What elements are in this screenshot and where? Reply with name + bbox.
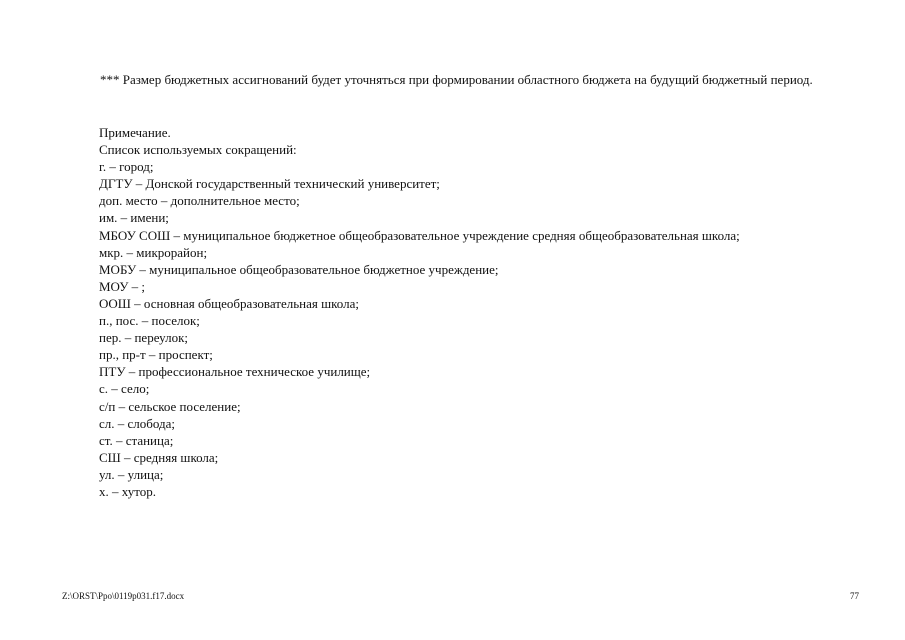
abbreviation-item: ДГТУ – Донской государственный технический университет; <box>99 176 440 192</box>
abbreviation-item: МОУ – ; <box>99 278 146 294</box>
abbreviation-item: СШ – средняя школа; <box>99 449 219 465</box>
footer-page-number: 77 <box>850 591 859 601</box>
abbreviation-item: с. – село; <box>99 381 150 397</box>
abbreviation-item: доп. место – дополнительное место; <box>99 193 300 209</box>
abbreviation-item: пр., пр-т – проспект; <box>99 347 213 363</box>
abbreviation-item: п., пос. – поселок; <box>99 313 200 329</box>
notes-block <box>99 124 859 500</box>
abbreviation-item: ул. – улица; <box>99 466 164 482</box>
abbreviation-item: МОБУ – муниципальное общеобразовательное бюджетное учреждение; <box>99 261 499 277</box>
footnote-paragraph: *** Размер бюджетных ассигнований будет уточняться при формировании областного бюджета на будущий бюджетный период. <box>100 72 813 87</box>
note-heading: Примечание. <box>99 125 171 140</box>
abbreviation-item: им. – имени; <box>99 210 169 226</box>
abbreviation-item: ООШ – основная общеобразовательная школа; <box>99 295 359 311</box>
abbreviation-item: МБОУ СОШ – муниципальное бюджетное общеобразовательное учреждение средняя общеобразовательная школа; <box>99 227 740 243</box>
abbreviation-item: с/п – сельское поселение; <box>99 398 241 414</box>
abbreviation-item: сл. – слобода; <box>99 415 176 431</box>
abbreviation-item: ПТУ – профессиональное техническое училище; <box>99 364 371 380</box>
footer-file-path: Z:\ORST\Ppo\0119p031.f17.docx <box>62 591 185 601</box>
abbreviation-item: ст. – станица; <box>99 432 174 448</box>
abbreviations-heading: Список используемых сокращений: <box>99 142 297 158</box>
abbreviation-item: г. – город; <box>99 159 154 175</box>
abbreviation-item: х. – хутор. <box>99 483 157 499</box>
abbreviations-list <box>99 158 859 500</box>
abbreviation-item: мкр. – микрорайон; <box>99 244 208 260</box>
abbreviation-item: пер. – переулок; <box>99 330 188 346</box>
